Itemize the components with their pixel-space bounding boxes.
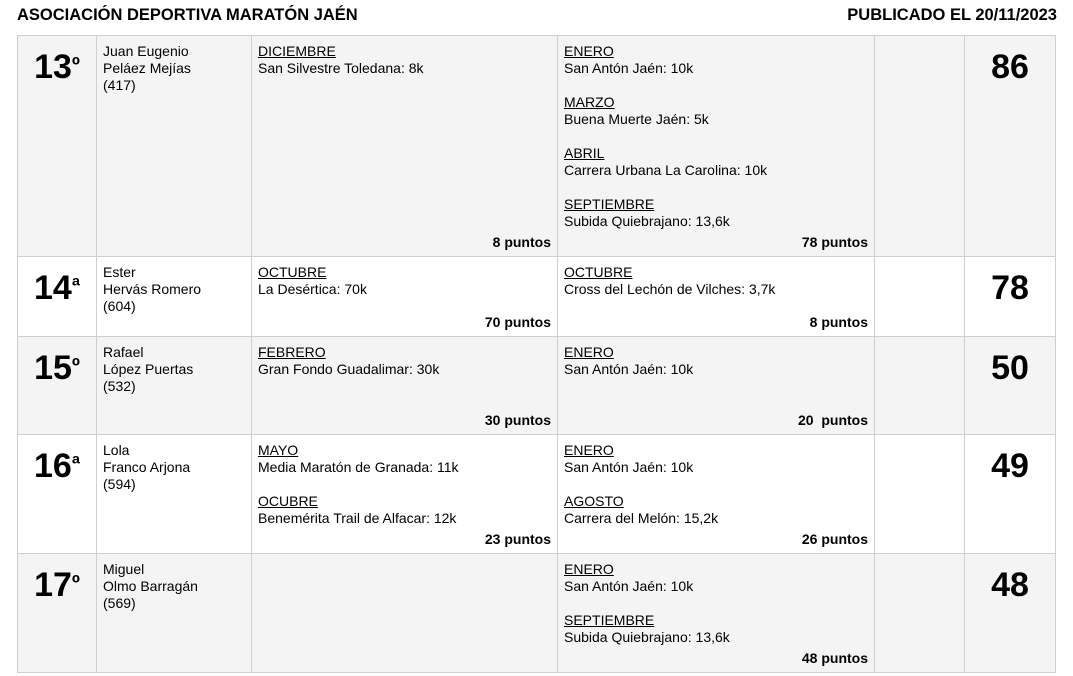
position-suffix: º (71, 353, 80, 378)
race-name: Media Maratón de Granada: 11k (258, 459, 459, 475)
position-cell (18, 554, 97, 673)
published-date: PUBLICADO EL 20/11/2023 (847, 6, 1057, 24)
member-number: (532) (103, 378, 136, 394)
race-entry (564, 493, 868, 527)
position-number (18, 554, 96, 604)
position-number (18, 435, 96, 485)
race-entry (564, 145, 868, 179)
position-value: 14 (34, 269, 72, 307)
race-points: 78 puntos (801, 234, 868, 250)
race-points: 48 puntos (801, 650, 868, 666)
member-number: (594) (103, 476, 136, 492)
position-value: 16 (34, 447, 72, 485)
race-points: 26 puntos (801, 531, 868, 547)
race-entry (564, 561, 868, 595)
race-entry (564, 344, 868, 378)
race-points: 8 puntos (809, 314, 868, 330)
position-cell (18, 257, 97, 337)
athlete-last-name: López Puertas (103, 361, 194, 377)
race-entry (258, 344, 551, 378)
races-cell-first (252, 554, 558, 673)
race-list (558, 36, 874, 256)
race-month: AGOSTO (564, 493, 624, 509)
position-suffix: º (71, 52, 80, 77)
race-month: SEPTIEMBRE (564, 612, 655, 628)
athlete-last-name: Franco Arjona (103, 459, 191, 475)
race-entry (564, 196, 868, 230)
position-value: 15 (34, 349, 72, 387)
race-points: 70 puntos (484, 314, 551, 330)
position-number (18, 36, 96, 86)
race-name: Subida Quiebrajano: 13,6k (564, 213, 730, 229)
total-cell (965, 257, 1056, 337)
empty-cell (875, 435, 965, 554)
member-number: (569) (103, 595, 136, 611)
race-month: ENERO (564, 442, 614, 458)
race-month: OCTUBRE (258, 264, 327, 280)
athlete-first-name: Rafael (103, 344, 144, 360)
race-month: OCTUBRE (564, 264, 633, 280)
race-month: ABRIL (564, 145, 605, 161)
athlete-last-name: Hervás Romero (103, 281, 202, 297)
athlete-last-name: Peláez Mejías (103, 60, 191, 76)
race-points: 30 puntos (484, 412, 551, 428)
race-month: MAYO (258, 442, 299, 458)
races-cell-first (252, 337, 558, 435)
races-cell-second (558, 36, 875, 257)
race-entry (258, 493, 551, 527)
race-entry (564, 442, 868, 476)
ranking-row (18, 435, 1056, 554)
athlete-cell (97, 257, 252, 337)
race-name: La Desértica: 70k (258, 281, 367, 297)
athlete-first-name: Ester (103, 264, 136, 280)
race-name: Subida Quiebrajano: 13,6k (564, 629, 730, 645)
race-entry (564, 612, 868, 646)
race-list (252, 554, 557, 587)
total-points: 50 (991, 349, 1029, 387)
position-value: 17 (34, 566, 72, 604)
athlete-first-name: Lola (103, 442, 130, 458)
member-number: (417) (103, 77, 136, 93)
ranking-row (18, 337, 1056, 435)
total-cell (965, 435, 1056, 554)
race-entry (258, 43, 551, 77)
position-cell (18, 337, 97, 435)
race-entry (564, 264, 868, 298)
total-points: 86 (991, 48, 1029, 86)
total-cell (965, 554, 1056, 673)
empty-cell (875, 337, 965, 435)
total-points: 49 (991, 447, 1029, 485)
race-month: ENERO (564, 561, 614, 577)
ranking-table (17, 35, 1056, 673)
athlete-cell (97, 36, 252, 257)
race-name: Gran Fondo Guadalimar: 30k (258, 361, 440, 377)
race-name: San Antón Jaén: 10k (564, 578, 694, 594)
position-number (18, 257, 96, 307)
race-name: San Silvestre Toledana: 8k (258, 60, 424, 76)
ranking-row (18, 554, 1056, 673)
athlete-cell (97, 554, 252, 673)
athlete-first-name: Juan Eugenio (103, 43, 189, 59)
race-list (558, 337, 874, 404)
ranking-table-body (18, 36, 1056, 673)
race-name: Benemérita Trail de Alfacar: 12k (258, 510, 457, 526)
race-name: San Antón Jaén: 10k (564, 60, 694, 76)
race-name: San Antón Jaén: 10k (564, 361, 694, 377)
races-cell-second (558, 554, 875, 673)
association-title: ASOCIACIÓN DEPORTIVA MARATÓN JAÉN (17, 6, 358, 24)
ranking-row (18, 257, 1056, 337)
race-points: 20 puntos (797, 412, 868, 428)
races-cell-first (252, 36, 558, 257)
total-points: 48 (991, 566, 1029, 604)
empty-cell (875, 257, 965, 337)
athlete-cell (97, 435, 252, 554)
position-cell (18, 36, 97, 257)
race-month: SEPTIEMBRE (564, 196, 655, 212)
race-name: Carrera Urbana La Carolina: 10k (564, 162, 768, 178)
position-suffix: ª (71, 273, 80, 298)
athlete-last-name: Olmo Barragán (103, 578, 198, 594)
total-points: 78 (991, 269, 1029, 307)
race-entry (258, 264, 551, 298)
athlete-first-name: Miguel (103, 561, 145, 577)
races-cell-second (558, 337, 875, 435)
athlete-cell (97, 337, 252, 435)
race-name: San Antón Jaén: 10k (564, 459, 694, 475)
total-cell (965, 36, 1056, 257)
race-month: MARZO (564, 94, 615, 110)
position-cell (18, 435, 97, 554)
race-month: ENERO (564, 43, 614, 59)
race-entry (564, 43, 868, 77)
race-month: OCUBRE (258, 493, 318, 509)
member-number: (604) (103, 298, 136, 314)
page-header (0, 0, 1073, 34)
total-cell (965, 337, 1056, 435)
race-name: Cross del Lechón de Vilches: 3,7k (564, 281, 776, 297)
empty-cell (875, 554, 965, 673)
race-entry (564, 94, 868, 128)
race-points: 23 puntos (484, 531, 551, 547)
races-cell-second (558, 435, 875, 554)
ranking-row (18, 36, 1056, 257)
race-month: ENERO (564, 344, 614, 360)
races-cell-first (252, 435, 558, 554)
position-number (18, 337, 96, 387)
position-suffix: ª (71, 451, 80, 476)
race-points: 8 puntos (492, 234, 551, 250)
position-value: 13 (34, 48, 72, 86)
race-name: Buena Muerte Jaén: 5k (564, 111, 709, 127)
race-month: FEBRERO (258, 344, 326, 360)
position-suffix: º (71, 570, 80, 595)
empty-cell (875, 36, 965, 257)
race-entry (258, 442, 551, 476)
races-cell-second (558, 257, 875, 337)
race-month: DICIEMBRE (258, 43, 336, 59)
races-cell-first (252, 257, 558, 337)
race-list (252, 337, 557, 404)
race-name: Carrera del Melón: 15,2k (564, 510, 719, 526)
race-list (252, 36, 557, 103)
